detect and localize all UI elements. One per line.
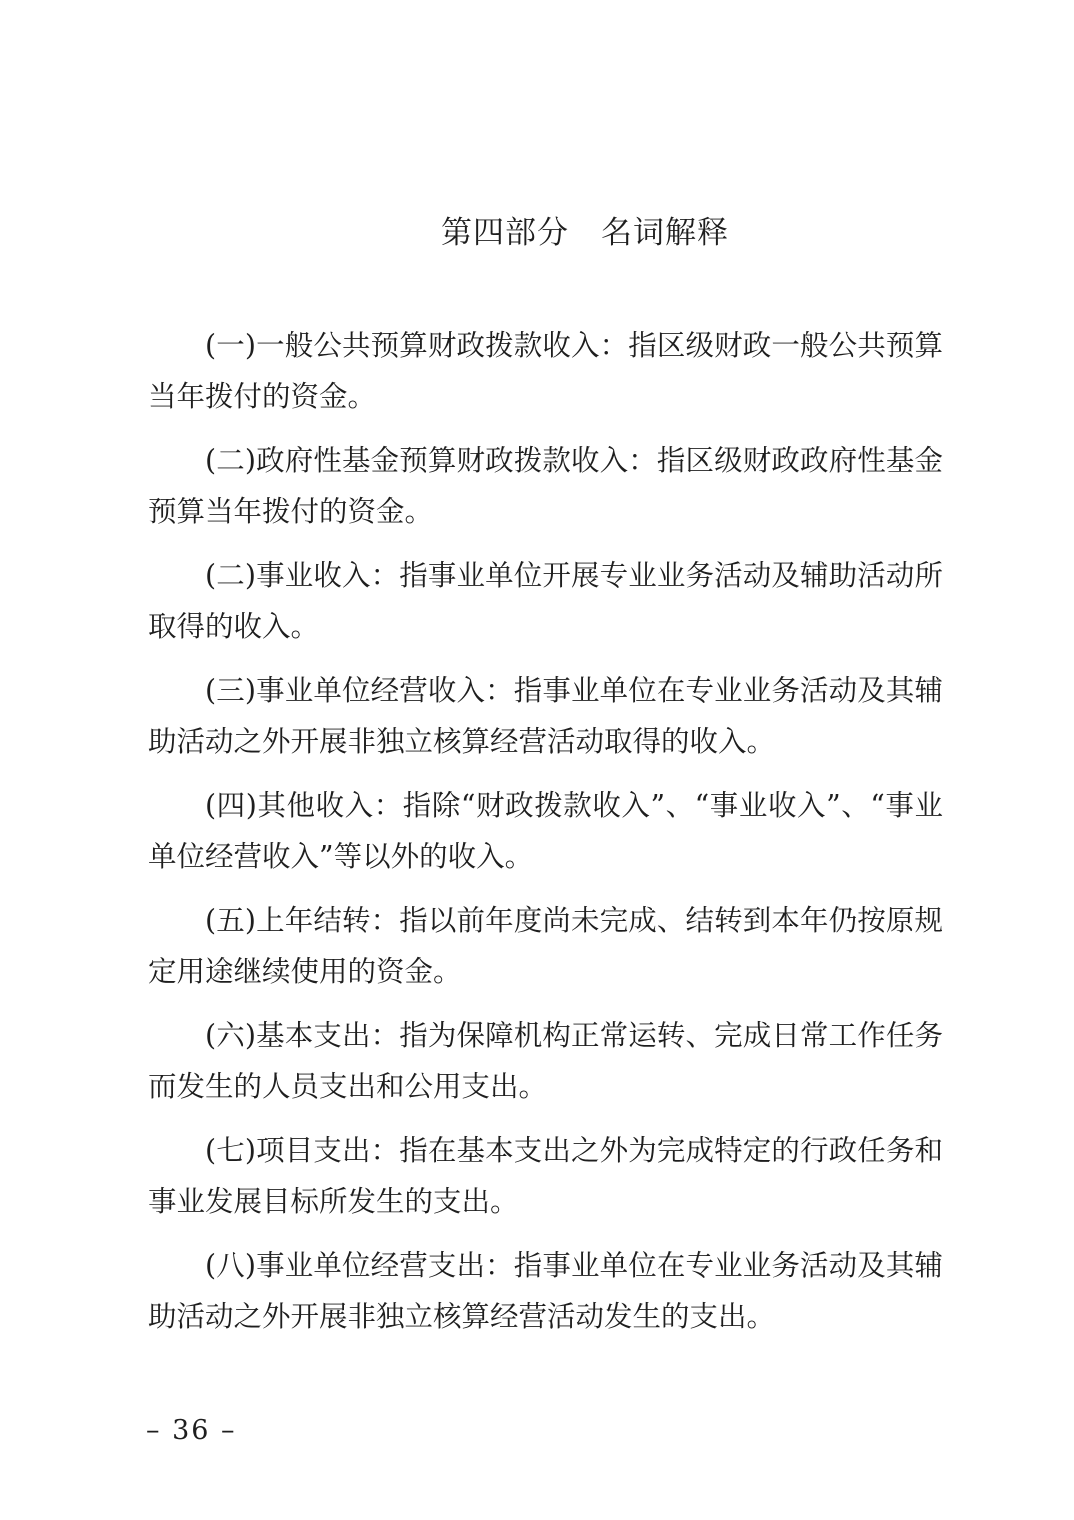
page-number: – 36 – (146, 1415, 237, 1446)
definition-paragraph-2: (二)政府性基金预算财政拨款收入：指区级财政政府性基金预算当年拨付的资金。 (148, 444, 943, 528)
definition-paragraph-5: (四)其他收入：指除“财政拨款收入”、“事业收入”、“事业单位经营收入”等以外的收入。 (148, 789, 943, 873)
definition-paragraph-3: (二)事业收入：指事业单位开展专业业务活动及辅助活动所取得的收入。 (148, 559, 943, 643)
section-title: 第四部分 名词解释 (441, 215, 729, 251)
definition-paragraph-6: (五)上年结转：指以前年度尚未完成、结转到本年仍按原规定用途继续使用的资金。 (148, 904, 943, 988)
definition-paragraph-1: (一)一般公共预算财政拨款收入：指区级财政一般公共预算当年拨付的资金。 (148, 329, 943, 413)
definition-paragraph-4: (三)事业单位经营收入：指事业单位在专业业务活动及其辅助活动之外开展非独立核算经营活动取得的收入。 (148, 674, 943, 758)
definition-paragraph-8: (七)项目支出：指在基本支出之外为完成特定的行政任务和事业发展目标所发生的支出。 (148, 1134, 943, 1218)
definitions-list (148, 320, 943, 1342)
definition-paragraph-7: (六)基本支出：指为保障机构正常运转、完成日常工作任务而发生的人员支出和公用支出。 (148, 1019, 943, 1103)
definition-paragraph-9: (八)事业单位经营支出：指事业单位在专业业务活动及其辅助活动之外开展非独立核算经营活动发生的支出。 (148, 1249, 943, 1333)
